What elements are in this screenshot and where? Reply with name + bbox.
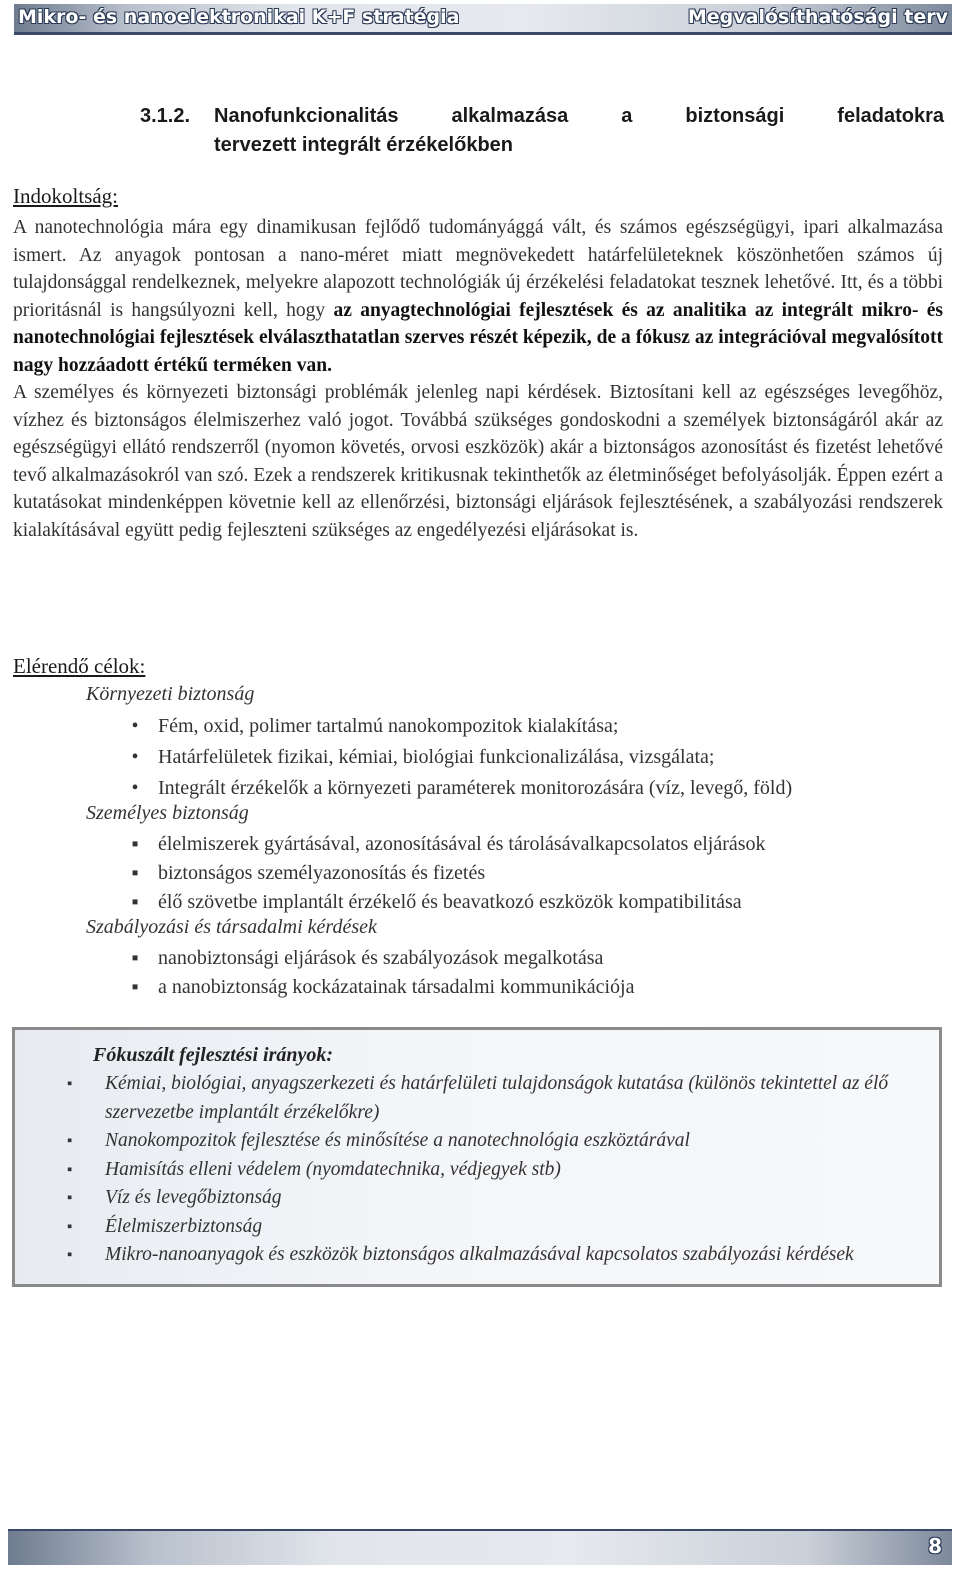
list-item-text: Hamisítás elleni védelem (nyomdatechnika, védjegyek stb) bbox=[105, 1158, 561, 1180]
list-item bbox=[120, 773, 940, 804]
header-title-right: Megvalósíthatósági terv bbox=[687, 6, 948, 28]
goal-list-environmental bbox=[120, 711, 940, 804]
list-item-text: élelmiszerek gyártásával, azonosításával és tárolásávalkapcsolatos eljárások bbox=[158, 833, 766, 855]
page-number: 8 bbox=[928, 1534, 942, 1558]
list-item-text: Fém, oxid, polimer tartalmú nanokompozitok kialakítása; bbox=[158, 715, 619, 737]
square-bullet-icon: ▪ bbox=[131, 862, 139, 884]
goal-group-label-regulatory: Szabályozási és társadalmi kérdések bbox=[86, 916, 377, 938]
justification-p1-plain: A nanotechnológia mára egy dinamikusan fejlődő tudományággá vált, és számos egészségügyi, ipari alkalmazása ismert. Az anyagok pontosan a nano-méret miatt megnövekedett határfelületeknek köszönhetően számos új tulajdonsággal rendelkeznek, melyekre alapozott technológiák új érzékelési feladatokat tesznek lehetővé. Itt, és a többi prioritásnál is hangsúlyozni kell, hogy bbox=[13, 217, 943, 321]
square-bullet-icon: ▪ bbox=[67, 1247, 73, 1263]
list-item bbox=[120, 944, 940, 973]
bullet-icon: • bbox=[131, 746, 139, 768]
list-item bbox=[120, 973, 940, 1002]
list-item-text: Kémiai, biológiai, anyagszerkezeti és határfelületi tulajdonságok kutatása (különös tekintettel az élő szervezetbe implantált érzékelőkre) bbox=[105, 1073, 889, 1123]
list-item-text: Határfelületek fizikai, kémiai, biológiai funkcionalizálása, vizsgálata; bbox=[158, 746, 715, 768]
justification-paragraph-1 bbox=[13, 214, 943, 379]
list-item-text: Nanokompozitok fejlesztése és minősítése a nanotechnológia eszköztárával bbox=[105, 1130, 690, 1151]
list-item-text: Élelmiszerbiztonság bbox=[105, 1215, 263, 1237]
square-bullet-icon: ▪ bbox=[67, 1133, 73, 1149]
list-item-text: a nanobiztonság kockázatainak társadalmi kommunikációja bbox=[158, 976, 635, 998]
square-bullet-icon: ▪ bbox=[67, 1076, 73, 1092]
list-item bbox=[120, 888, 940, 917]
square-bullet-icon: ▪ bbox=[67, 1218, 73, 1235]
bullet-icon: • bbox=[131, 777, 139, 799]
focus-box bbox=[12, 1027, 942, 1287]
list-item-text: Mikro-nanoanyagok és eszközök biztonságos alkalmazásával kapcsolatos szabályozási kérdések bbox=[105, 1244, 854, 1265]
list-item bbox=[120, 830, 940, 859]
square-bullet-icon: ▪ bbox=[131, 891, 139, 913]
list-item bbox=[67, 1241, 927, 1270]
goal-list-personal bbox=[120, 830, 940, 917]
justification-body bbox=[13, 214, 943, 544]
list-item bbox=[67, 1156, 927, 1185]
list-item bbox=[120, 859, 940, 888]
list-item-text: nanobiztonsági eljárások és szabályozások megalkotása bbox=[158, 947, 604, 969]
focus-title: Fókuszált fejlesztési irányok: bbox=[93, 1044, 334, 1066]
goals-heading: Elérendő célok: bbox=[13, 654, 146, 678]
page-footer bbox=[8, 1529, 952, 1565]
justification-p1-bold: az anyagtechnológiai fejlesztések és az analitika az integrált mikro- és nanotechnológiai fejlesztések elválaszthatatlan szerves részét képezik, de a fókusz az integrációval megvalósított nagy hozzáadott értékű terméken van. bbox=[13, 299, 943, 376]
list-item bbox=[120, 742, 940, 773]
goal-group-label-personal: Személyes biztonság bbox=[86, 802, 249, 824]
justification-paragraph-2: A személyes és környezeti biztonsági problémák jelenleg napi kérdések. Biztosítani kell az egészséges levegőhöz, vízhez és biztonságos élelmiszerhez való jogot. Továbbá szükséges gondoskodni a személyek biztonságáról akár az egészségügyi ellátó rendszerről (nyomon követés, orvosi eszközök) akár a biztonságos azonosítást és fizetést lehetővé tevő alkalmazásokról van szó. Ezek a rendszerek kritikusnak tekinthetők az életminőséget befolyásolják. Éppen ezért a kutatásokat mindenképpen követnie kell az ellenőrzési, biztonsági eljárások fejlesztésének, a szabályozási rendszerek kialakításával együtt pedig fejleszteni szükséges az engedélyezési eljárásokat is. bbox=[13, 382, 943, 541]
list-item bbox=[67, 1213, 927, 1242]
goal-list-regulatory bbox=[120, 944, 940, 1002]
list-item-text: Integrált érzékelők a környezeti paraméterek monitorozására (víz, levegő, föld) bbox=[158, 777, 793, 799]
list-item bbox=[67, 1127, 927, 1156]
section-number: 3.1.2. bbox=[140, 105, 191, 127]
list-item bbox=[67, 1184, 927, 1213]
section-title-line2: tervezett integrált érzékelőkben bbox=[214, 134, 513, 156]
list-item-text: élő szövetbe implantált érzékelő és beavatkozó eszközök kompatibilitása bbox=[158, 891, 742, 913]
focus-list bbox=[67, 1070, 927, 1270]
list-item bbox=[120, 711, 940, 742]
list-item-text: biztonságos személyazonosítás és fizetés bbox=[158, 862, 486, 884]
justification-heading: Indokoltság: bbox=[13, 184, 118, 208]
list-item-text: Víz és levegőbiztonság bbox=[105, 1187, 282, 1208]
page-header bbox=[14, 4, 952, 35]
section-title bbox=[140, 102, 944, 160]
square-bullet-icon: ▪ bbox=[131, 947, 139, 969]
square-bullet-icon: ▪ bbox=[131, 833, 139, 855]
square-bullet-icon: ▪ bbox=[67, 1190, 73, 1206]
list-item bbox=[67, 1070, 927, 1127]
square-bullet-icon: ▪ bbox=[131, 976, 139, 998]
bullet-icon: • bbox=[131, 715, 139, 737]
section-title-line1: Nanofunkcionalitás alkalmazása a biztonsági feladatokra bbox=[214, 105, 944, 127]
goal-group-label-environmental: Környezeti biztonság bbox=[86, 683, 255, 705]
header-title-left: Mikro- és nanoelektronikai K+F stratégia bbox=[18, 6, 460, 28]
square-bullet-icon: ▪ bbox=[67, 1161, 73, 1178]
